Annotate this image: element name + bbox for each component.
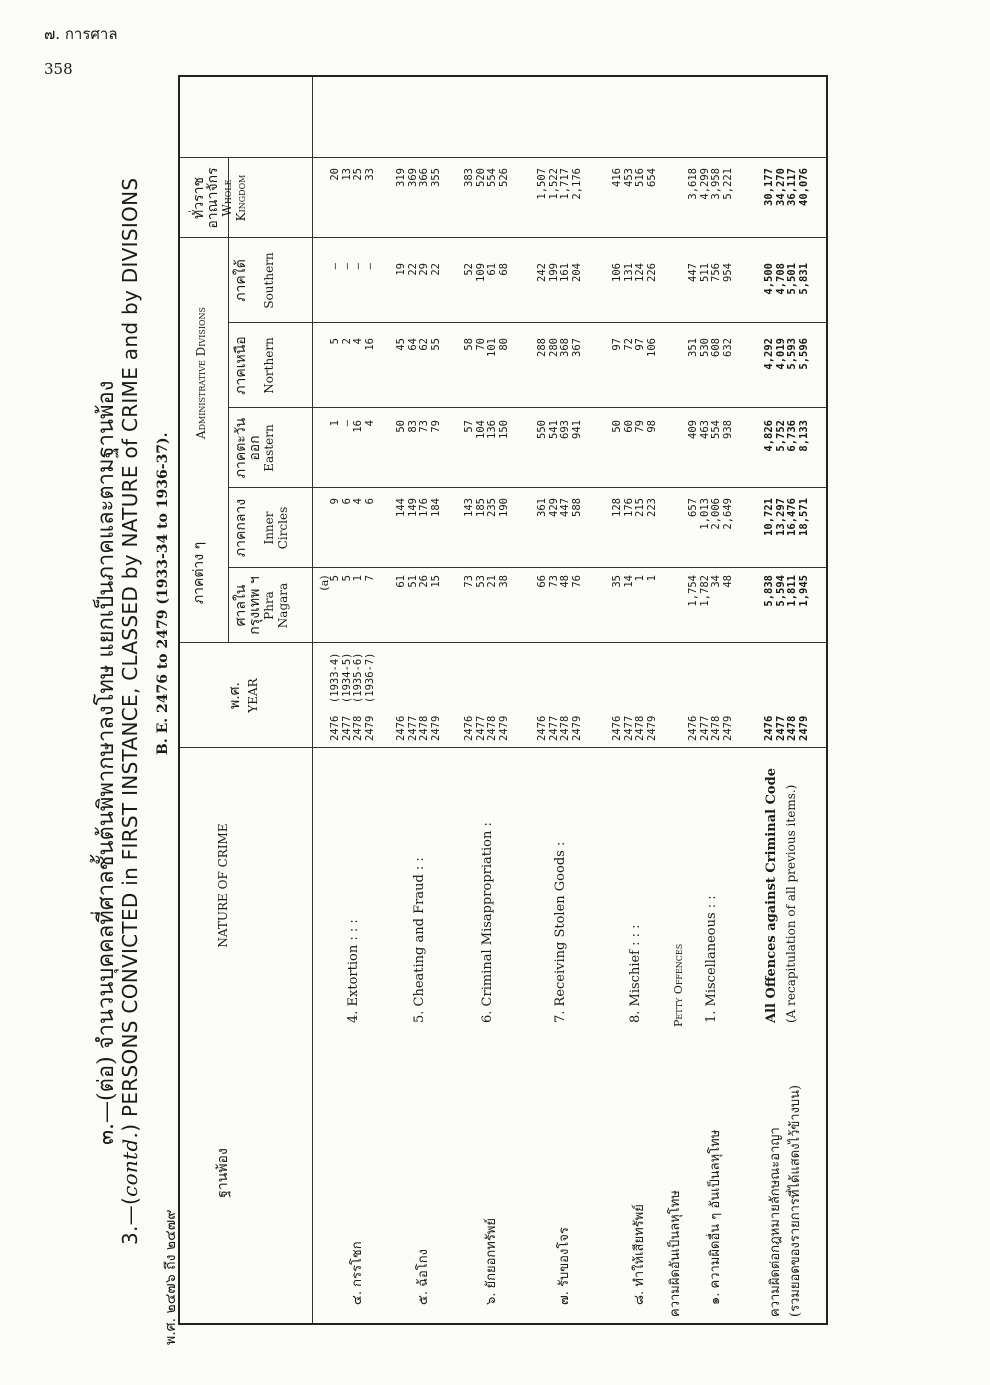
row-misc-eastern: 409 463 554 938 xyxy=(687,420,734,439)
row-6-phra: 73 53 21 38 xyxy=(463,575,510,588)
row-4-northern: 5 2 4 16 xyxy=(329,338,376,351)
row-misc-phra: 1,754 1,782 34 48 xyxy=(687,575,734,607)
row-misc-thai: ๑. ความผิดอื่น ๆ อันเป็นลหุโทษ xyxy=(708,1129,723,1305)
total-phra: 5,838 5,594 1,811 1,945 xyxy=(763,575,810,607)
row-4-eastern: 1 — 16 4 xyxy=(329,420,376,433)
row-4-english: 4. Extortion : : : xyxy=(346,919,361,1023)
total-inner: 10,721 13,297 16,476 18,571 xyxy=(763,498,810,536)
header-phra-nagara: ศาลใน กรุงเทพ ฯ Phra Nagara xyxy=(233,576,290,635)
row-7-southern: 242 199 161 204 xyxy=(536,263,583,282)
row-6-english: 6. Criminal Misappropriation : xyxy=(480,822,495,1023)
row-5-southern: 19 22 29 22 xyxy=(395,263,442,276)
row-6-thai: ๖. ยักยอกทรัพย์ xyxy=(484,1217,499,1305)
running-head: ๗. การศาล xyxy=(44,25,118,43)
header-northern: ภาคเหนือ Northern xyxy=(233,336,276,395)
row-8-northern: 97 72 97 106 xyxy=(611,338,658,357)
row-4-whole: 20 13 25 33 xyxy=(329,168,376,181)
title-thai: ๓.—(ต่อ) จำนวนบุคคลที่ศาลชั้นต้นพิพากษาลงโทษ แยกเป็นภาคและตามฐานพ้อง xyxy=(94,380,119,1145)
row-8-english: 8. Mischief : : : xyxy=(628,924,643,1023)
row-misc-whole: 3,618 4,299 3,958 5,221 xyxy=(687,168,734,200)
title-english: 3.—(contd.) PERSONS CONVICTED in FIRST INSTANCE, CLASSED by NATURE of CRIME and by DIVISIONS xyxy=(118,177,142,1245)
header-nature-thai: ฐานพ้อง xyxy=(215,1148,231,1198)
row-7-english: 7. Receiving Stolen Goods : xyxy=(553,841,568,1023)
row-7-inner: 361 429 447 588 xyxy=(536,498,583,517)
row-misc-southern: 447 511 756 954 xyxy=(687,263,734,282)
row-6-northern: 58 70 101 80 xyxy=(463,338,510,357)
row-7-years: 2476 2477 2478 2479 xyxy=(536,715,583,741)
row-5-phra: 61 51 26 15 xyxy=(395,575,442,588)
row-7-thai: ๗. รับของโจร xyxy=(557,1227,572,1305)
row-8-eastern: 50 60 79 98 xyxy=(611,420,658,433)
header-inner-circles: ภาคกลาง Inner Circles xyxy=(233,498,290,558)
row-misc-northern: 351 530 608 632 xyxy=(687,338,734,357)
row-6-inner: 143 185 235 190 xyxy=(463,498,510,517)
row-8-whole: 416 453 516 654 xyxy=(611,168,658,187)
row-4-inner: 9 6 4 6 xyxy=(329,498,376,505)
total-years: 2476 2477 2478 2479 xyxy=(763,715,810,741)
total-thai-line2: (รวมยอดของรายการที่ได้แสดงไว้ข้างบน) xyxy=(788,1084,803,1317)
row-8-years: 2476 2477 2478 2479 xyxy=(611,715,658,741)
row-4-years: 2476 (1933-4) 2477 (1934-5) 2478 (1935-6) 2479 (1936-7) xyxy=(329,652,376,741)
header-year-thai: พ.ศ. xyxy=(227,682,243,710)
row-8-thai: ๘. ทำให้เสียทรัพย์ xyxy=(632,1204,647,1305)
header-year-english: YEAR xyxy=(246,678,260,713)
header-eastern: ภาคตะวัน ออก Eastern xyxy=(233,417,276,479)
petty-heading-thai: ความผิดอันเป็นลหุโทษ xyxy=(668,1190,683,1317)
row-5-english: 5. Cheating and Fraud : : xyxy=(412,857,427,1023)
total-thai-line1: ความผิดต่อกฎหมายลักษณะอาญา xyxy=(768,1127,783,1317)
total-eastern: 4,826 5,752 6,736 8,133 xyxy=(763,420,810,452)
period-english: B. E. 2476 to 2479 (1933-34 to 1936-37). xyxy=(155,432,171,755)
row-7-whole: 1,507 1,522 1,717 2,176 xyxy=(536,168,583,200)
header-whole-kingdom: ทั่วราช อาณาจักร Whole Kingdom xyxy=(191,167,248,229)
row-5-thai: ๕. ฉ้อโกง xyxy=(416,1249,431,1305)
row-6-eastern: 57 104 136 150 xyxy=(463,420,510,439)
total-english-line1: All Offences against Criminal Code xyxy=(764,768,779,1023)
row-8-inner: 128 176 215 223 xyxy=(611,498,658,517)
row-misc-inner: 657 1,013 2,006 2,649 xyxy=(687,498,734,530)
total-northern: 4,292 4,019 5,593 5,596 xyxy=(763,338,810,370)
row-6-southern: 52 109 61 68 xyxy=(463,263,510,282)
row-6-years: 2476 2477 2478 2479 xyxy=(463,715,510,741)
row-4-phra: 5 5 1 7 xyxy=(329,575,376,582)
row-misc-english: 1. Miscellaneous : : xyxy=(704,895,719,1023)
period-thai: พ.ศ. ๒๔๗๖ ถึง ๒๔๗๙ xyxy=(163,1209,179,1345)
header-divisions-thai: ภาคต่าง ๆ xyxy=(191,541,207,605)
header-divisions-english: Administrative Divisions xyxy=(194,306,208,440)
row-8-phra: 35 14 1 1 xyxy=(611,575,658,588)
row-4-southern: — — — — xyxy=(329,263,376,270)
row-5-years: 2476 2477 2478 2479 xyxy=(395,715,442,741)
row-4-thai: ๔. กรรโชก xyxy=(350,1241,365,1305)
page-number: 358 xyxy=(44,60,73,78)
header-southern: ภาคใต้ Southern xyxy=(233,252,276,309)
row-7-northern: 288 280 368 367 xyxy=(536,338,583,357)
total-southern: 4,500 4,708 5,501 5,831 xyxy=(763,263,810,295)
petty-heading-english: Petty Offences xyxy=(672,943,685,1027)
footnote-mark: (a) xyxy=(318,575,331,591)
row-5-northern: 45 64 62 55 xyxy=(395,338,442,351)
total-whole: 30,177 34,270 36,117 40,076 xyxy=(763,168,810,206)
row-misc-years: 2476 2477 2478 2479 xyxy=(687,715,734,741)
row-8-southern: 106 131 124 226 xyxy=(611,263,658,282)
header-nature-english: NATURE OF CRIME xyxy=(216,823,230,948)
total-english-line2: (A recapitulation of all previous items.) xyxy=(784,784,798,1023)
row-5-inner: 144 149 176 184 xyxy=(395,498,442,517)
row-7-phra: 66 73 48 76 xyxy=(536,575,583,588)
row-7-eastern: 550 541 693 941 xyxy=(536,420,583,439)
statistics-table xyxy=(178,75,828,1325)
row-6-whole: 383 520 554 526 xyxy=(463,168,510,187)
row-5-eastern: 50 83 73 79 xyxy=(395,420,442,433)
row-5-whole: 319 369 366 355 xyxy=(395,168,442,187)
